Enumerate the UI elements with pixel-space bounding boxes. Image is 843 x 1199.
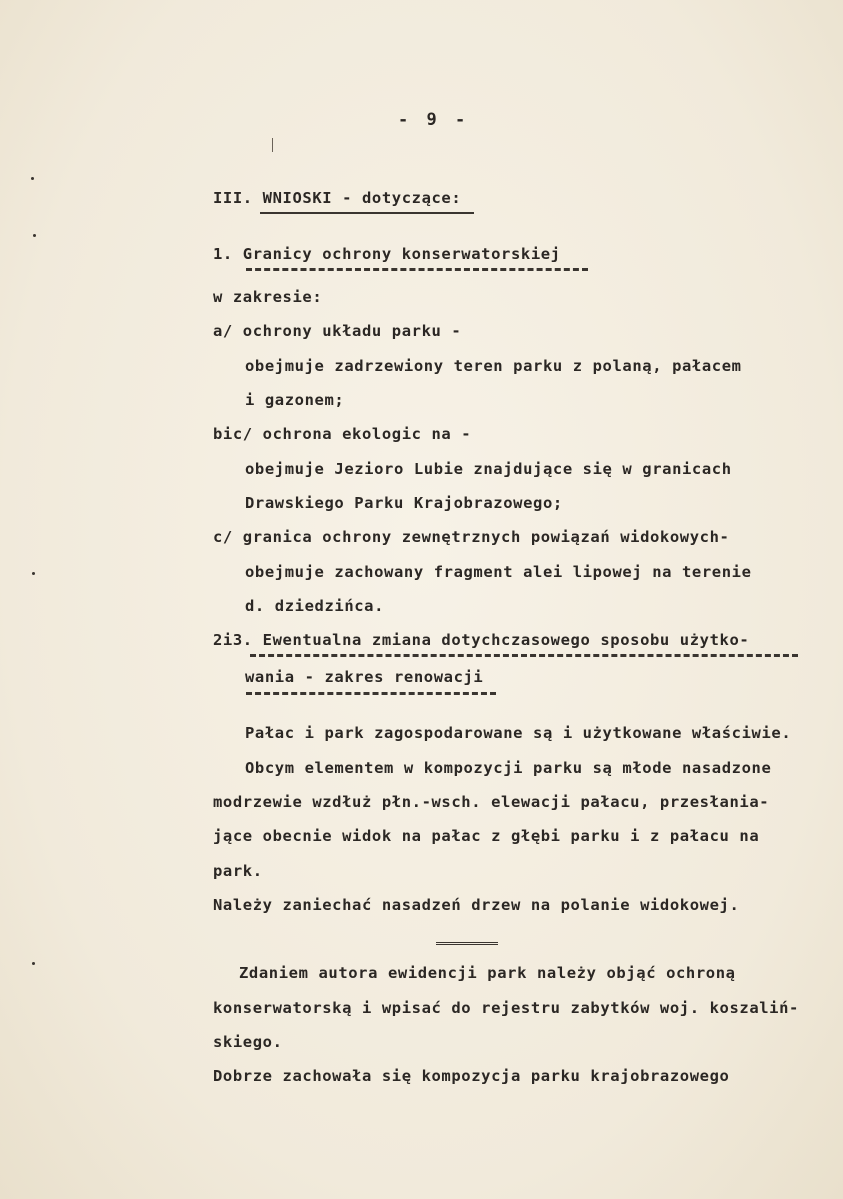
text-line: obejmuje zachowany fragment alei lipowej na terenie bbox=[245, 563, 752, 581]
text-line: 2i3. Ewentualna zmiana dotychczasowego sposobu użytko- bbox=[213, 631, 750, 649]
text-line: w zakresie: bbox=[213, 288, 323, 306]
text-line: Obcym elementem w kompozycji parku są młode nasadzone bbox=[245, 759, 772, 777]
text-line: skiego. bbox=[213, 1033, 283, 1051]
text-line: c/ granica ochrony zewnętrznych powiązań widokowych- bbox=[213, 528, 730, 546]
margin-speck bbox=[33, 234, 36, 237]
page-number: - 9 - bbox=[398, 110, 470, 130]
text-line: Pałac i park zagospodarowane są i użytkowane właściwie. bbox=[245, 724, 792, 742]
text-line: 1. Granicy ochrony konserwatorskiej bbox=[213, 245, 561, 263]
item-2-underline-2 bbox=[246, 692, 496, 695]
text-line: park. bbox=[213, 862, 263, 880]
section-heading: III. WNIOSKI - dotyczące: bbox=[213, 189, 462, 207]
text-line: konserwatorską i wpisać do rejestru zabytków woj. koszaliń- bbox=[213, 999, 799, 1017]
heading-underline bbox=[260, 212, 474, 214]
text-line: Drawskiego Parku Krajobrazowego; bbox=[245, 494, 563, 512]
text-line: Należy zaniechać nasadzeń drzew na polanie widokowej. bbox=[213, 896, 740, 914]
item-1-underline bbox=[246, 268, 588, 271]
text-line: d. dziedzińca. bbox=[245, 597, 385, 615]
text-line: Zdaniem autora ewidencji park należy objąć ochroną bbox=[239, 964, 736, 982]
text-line: modrzewie wzdłuż płn.-wsch. elewacji pałacu, przesłania- bbox=[213, 793, 770, 811]
text-line: obejmuje Jezioro Lubie znajdujące się w granicach bbox=[245, 460, 732, 478]
text-line: wania - zakres renowacji bbox=[245, 668, 484, 686]
text-line: Dobrze zachowała się kompozycja parku krajobrazowego bbox=[213, 1067, 730, 1085]
text-line: bic/ ochrona ekologic na - bbox=[213, 425, 472, 443]
margin-speck bbox=[32, 572, 35, 575]
margin-speck bbox=[32, 962, 35, 965]
margin-mark bbox=[272, 138, 273, 152]
text-line: a/ ochrony układu parku - bbox=[213, 322, 462, 340]
item-2-underline bbox=[250, 654, 798, 657]
margin-speck bbox=[31, 177, 34, 180]
section-separator bbox=[436, 942, 498, 945]
text-line: obejmuje zadrzewiony teren parku z polaną, pałacem bbox=[245, 357, 742, 375]
text-line: jące obecnie widok na pałac z głębi parku i z pałacu na bbox=[213, 827, 760, 845]
text-line: i gazonem; bbox=[245, 391, 345, 409]
